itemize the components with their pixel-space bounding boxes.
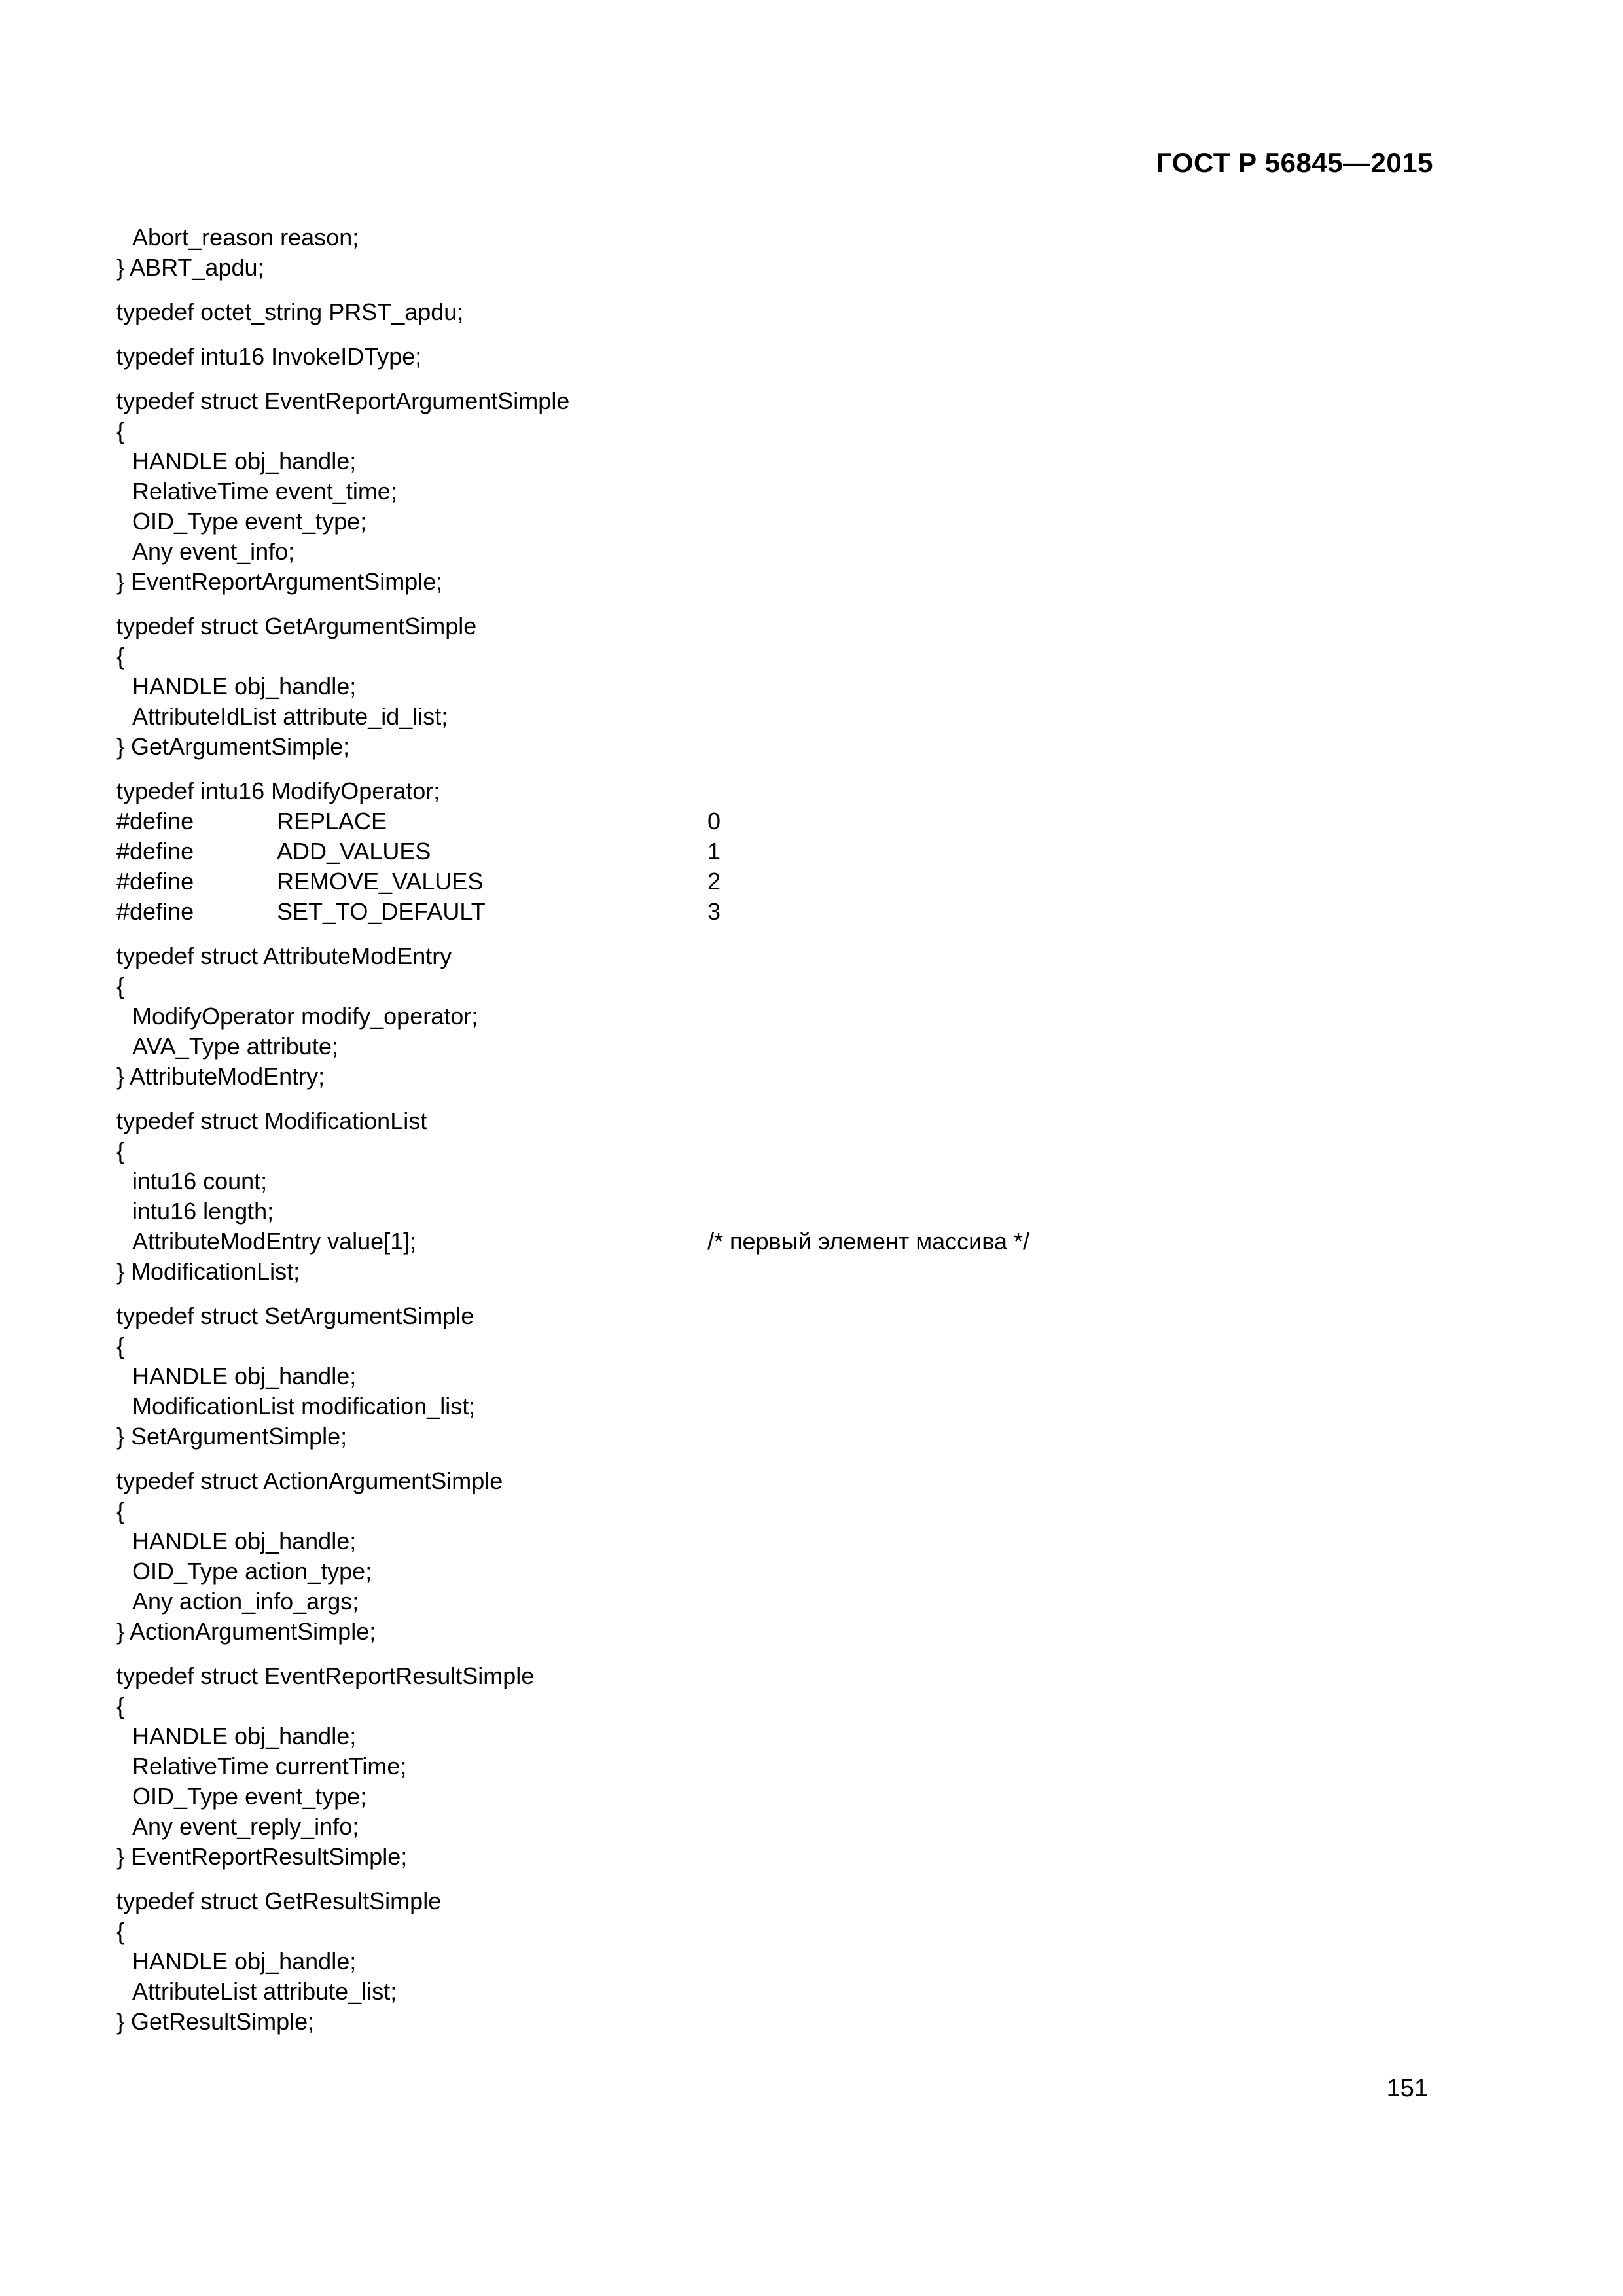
code-text: typedef struct EventReportArgumentSimple: [116, 387, 570, 414]
code-text: AttributeIdList attribute_id_list;: [132, 703, 448, 730]
code-text: {: [116, 1333, 125, 1359]
code-text: {: [116, 1498, 125, 1524]
define-line: [116, 806, 1465, 836]
define-line: [116, 897, 1465, 927]
code-line: [116, 1587, 1465, 1617]
code-line: [116, 1001, 1465, 1031]
code-line: [116, 611, 1465, 641]
code-text: typedef struct AttributeModEntry: [116, 942, 452, 969]
code-block: [116, 1466, 1465, 1647]
code-block: [116, 1301, 1465, 1452]
define-value: 3: [707, 898, 721, 925]
code-text: intu16 length;: [132, 1198, 274, 1225]
define-keyword: #define: [116, 898, 194, 925]
code-text: RelativeTime event_time;: [132, 478, 397, 505]
code-text: RelativeTime currentTime;: [132, 1753, 407, 1780]
code-text: {: [116, 1693, 125, 1719]
code-line: [116, 1361, 1465, 1391]
code-text: typedef struct EventReportResultSimple: [116, 1662, 535, 1689]
code-text: typedef struct GetArgumentSimple: [116, 613, 477, 639]
code-text: } ActionArgumentSimple;: [116, 1618, 376, 1645]
code-line: [116, 1526, 1465, 1556]
define-name: REMOVE_VALUES: [277, 868, 484, 895]
code-text: OID_Type action_type;: [132, 1558, 372, 1585]
code-line: [116, 1301, 1465, 1331]
code-text: typedef octet_string PRST_apdu;: [116, 298, 464, 325]
code-text: } SetArgumentSimple;: [116, 1423, 348, 1450]
code-text: } EventReportResultSimple;: [116, 1843, 408, 1870]
code-text: typedef struct SetArgumentSimple: [116, 1302, 474, 1329]
code-text: intu16 count;: [132, 1168, 268, 1194]
code-line: [116, 567, 1465, 597]
code-text: {: [116, 418, 125, 444]
code-line: [116, 1196, 1465, 1227]
code-line: [116, 702, 1465, 732]
code-block: [116, 342, 1465, 372]
define-value: 0: [707, 808, 721, 834]
code-text: ModificationList modification_list;: [132, 1393, 476, 1420]
code-comment: /* первый элемент массива */: [707, 1228, 1030, 1255]
code-text: AttributeModEntry value[1];: [132, 1228, 417, 1255]
code-line: [116, 507, 1465, 537]
code-text: Abort_reason reason;: [132, 224, 359, 251]
code-block: [116, 776, 1465, 927]
code-text: typedef struct GetResultSimple: [116, 1888, 442, 1914]
code-block: [116, 223, 1465, 283]
code-line: [116, 1977, 1465, 2007]
code-text: } EventReportArgumentSimple;: [116, 568, 443, 595]
code-line: [116, 971, 1465, 1001]
define-value: 1: [707, 838, 721, 865]
code-line: [116, 1331, 1465, 1361]
code-text: {: [116, 1918, 125, 1945]
code-block: [116, 386, 1465, 597]
code-line: [116, 537, 1465, 567]
code-line: [116, 641, 1465, 672]
code-block: [116, 1886, 1465, 2037]
code-line: [116, 1617, 1465, 1647]
code-line: [116, 2007, 1465, 2037]
code-line: [116, 1721, 1465, 1751]
code-line: [116, 672, 1465, 702]
define-line: [116, 867, 1465, 897]
code-line: [116, 1136, 1465, 1166]
code-line: [116, 1031, 1465, 1062]
code-text: AttributeList attribute_list;: [132, 1978, 397, 2005]
define-name: SET_TO_DEFAULT: [277, 898, 486, 925]
code-line: [116, 776, 1465, 806]
code-text: typedef intu16 InvokeIDType;: [116, 343, 422, 370]
code-line: [116, 1946, 1465, 1977]
code-line: [116, 1556, 1465, 1587]
code-line: [116, 1466, 1465, 1496]
define-keyword: #define: [116, 838, 194, 865]
code-text: HANDLE obj_handle;: [132, 673, 357, 700]
define-keyword: #define: [116, 868, 194, 895]
code-text: HANDLE obj_handle;: [132, 1363, 357, 1390]
code-line: [116, 941, 1465, 971]
code-text: HANDLE obj_handle;: [132, 1528, 357, 1554]
code-line: [116, 223, 1465, 253]
define-line: [116, 836, 1465, 867]
code-line: [116, 416, 1465, 446]
define-value: 2: [707, 868, 721, 895]
code-line: [116, 476, 1465, 507]
code-line: [116, 1062, 1465, 1092]
code-line: [116, 1106, 1465, 1136]
code-line: [116, 1166, 1465, 1196]
define-name: ADD_VALUES: [277, 838, 431, 865]
code-text: Any event_reply_info;: [132, 1813, 359, 1840]
code-text: OID_Type event_type;: [132, 508, 367, 535]
code-line: [116, 1661, 1465, 1691]
code-listing: [116, 223, 1465, 2051]
code-line: [116, 1422, 1465, 1452]
code-text: } ModificationList;: [116, 1258, 300, 1285]
code-text: typedef struct ActionArgumentSimple: [116, 1467, 503, 1494]
code-text: ModifyOperator modify_operator;: [132, 1003, 478, 1030]
code-text: HANDLE obj_handle;: [132, 1723, 357, 1749]
code-line: [116, 1227, 1465, 1257]
code-text: } ABRT_apdu;: [116, 254, 264, 281]
code-line: [116, 1916, 1465, 1946]
code-text: typedef intu16 ModifyOperator;: [116, 778, 440, 804]
code-line: [116, 386, 1465, 416]
code-text: OID_Type event_type;: [132, 1783, 367, 1810]
code-line: [116, 1691, 1465, 1721]
document-header: ГОСТ Р 56845—2015: [1156, 147, 1433, 178]
code-line: [116, 446, 1465, 476]
code-line: [116, 1782, 1465, 1812]
code-text: AVA_Type attribute;: [132, 1033, 338, 1060]
code-line: [116, 297, 1465, 327]
page-number: 151: [1386, 2075, 1428, 2102]
code-line: [116, 1812, 1465, 1842]
define-name: REPLACE: [277, 808, 387, 834]
code-line: [116, 1842, 1465, 1872]
code-text: {: [116, 643, 125, 670]
code-block: [116, 941, 1465, 1092]
code-line: [116, 253, 1465, 283]
code-text: } AttributeModEntry;: [116, 1063, 325, 1090]
code-text: {: [116, 1138, 125, 1164]
code-text: {: [116, 973, 125, 999]
code-text: typedef struct ModificationList: [116, 1107, 427, 1134]
code-line: [116, 1391, 1465, 1422]
code-block: [116, 1661, 1465, 1872]
code-text: } GetResultSimple;: [116, 2008, 315, 2035]
code-line: [116, 342, 1465, 372]
code-line: [116, 1257, 1465, 1287]
define-keyword: #define: [116, 808, 194, 834]
code-block: [116, 611, 1465, 762]
code-line: [116, 1496, 1465, 1526]
code-block: [116, 297, 1465, 327]
code-block: [116, 1106, 1465, 1287]
code-line: [116, 1751, 1465, 1782]
code-text: HANDLE obj_handle;: [132, 448, 357, 475]
code-text: Any event_info;: [132, 538, 295, 565]
code-text: Any action_info_args;: [132, 1588, 359, 1615]
code-line: [116, 732, 1465, 762]
code-text: HANDLE obj_handle;: [132, 1948, 357, 1975]
code-text: } GetArgumentSimple;: [116, 733, 350, 760]
code-line: [116, 1886, 1465, 1916]
